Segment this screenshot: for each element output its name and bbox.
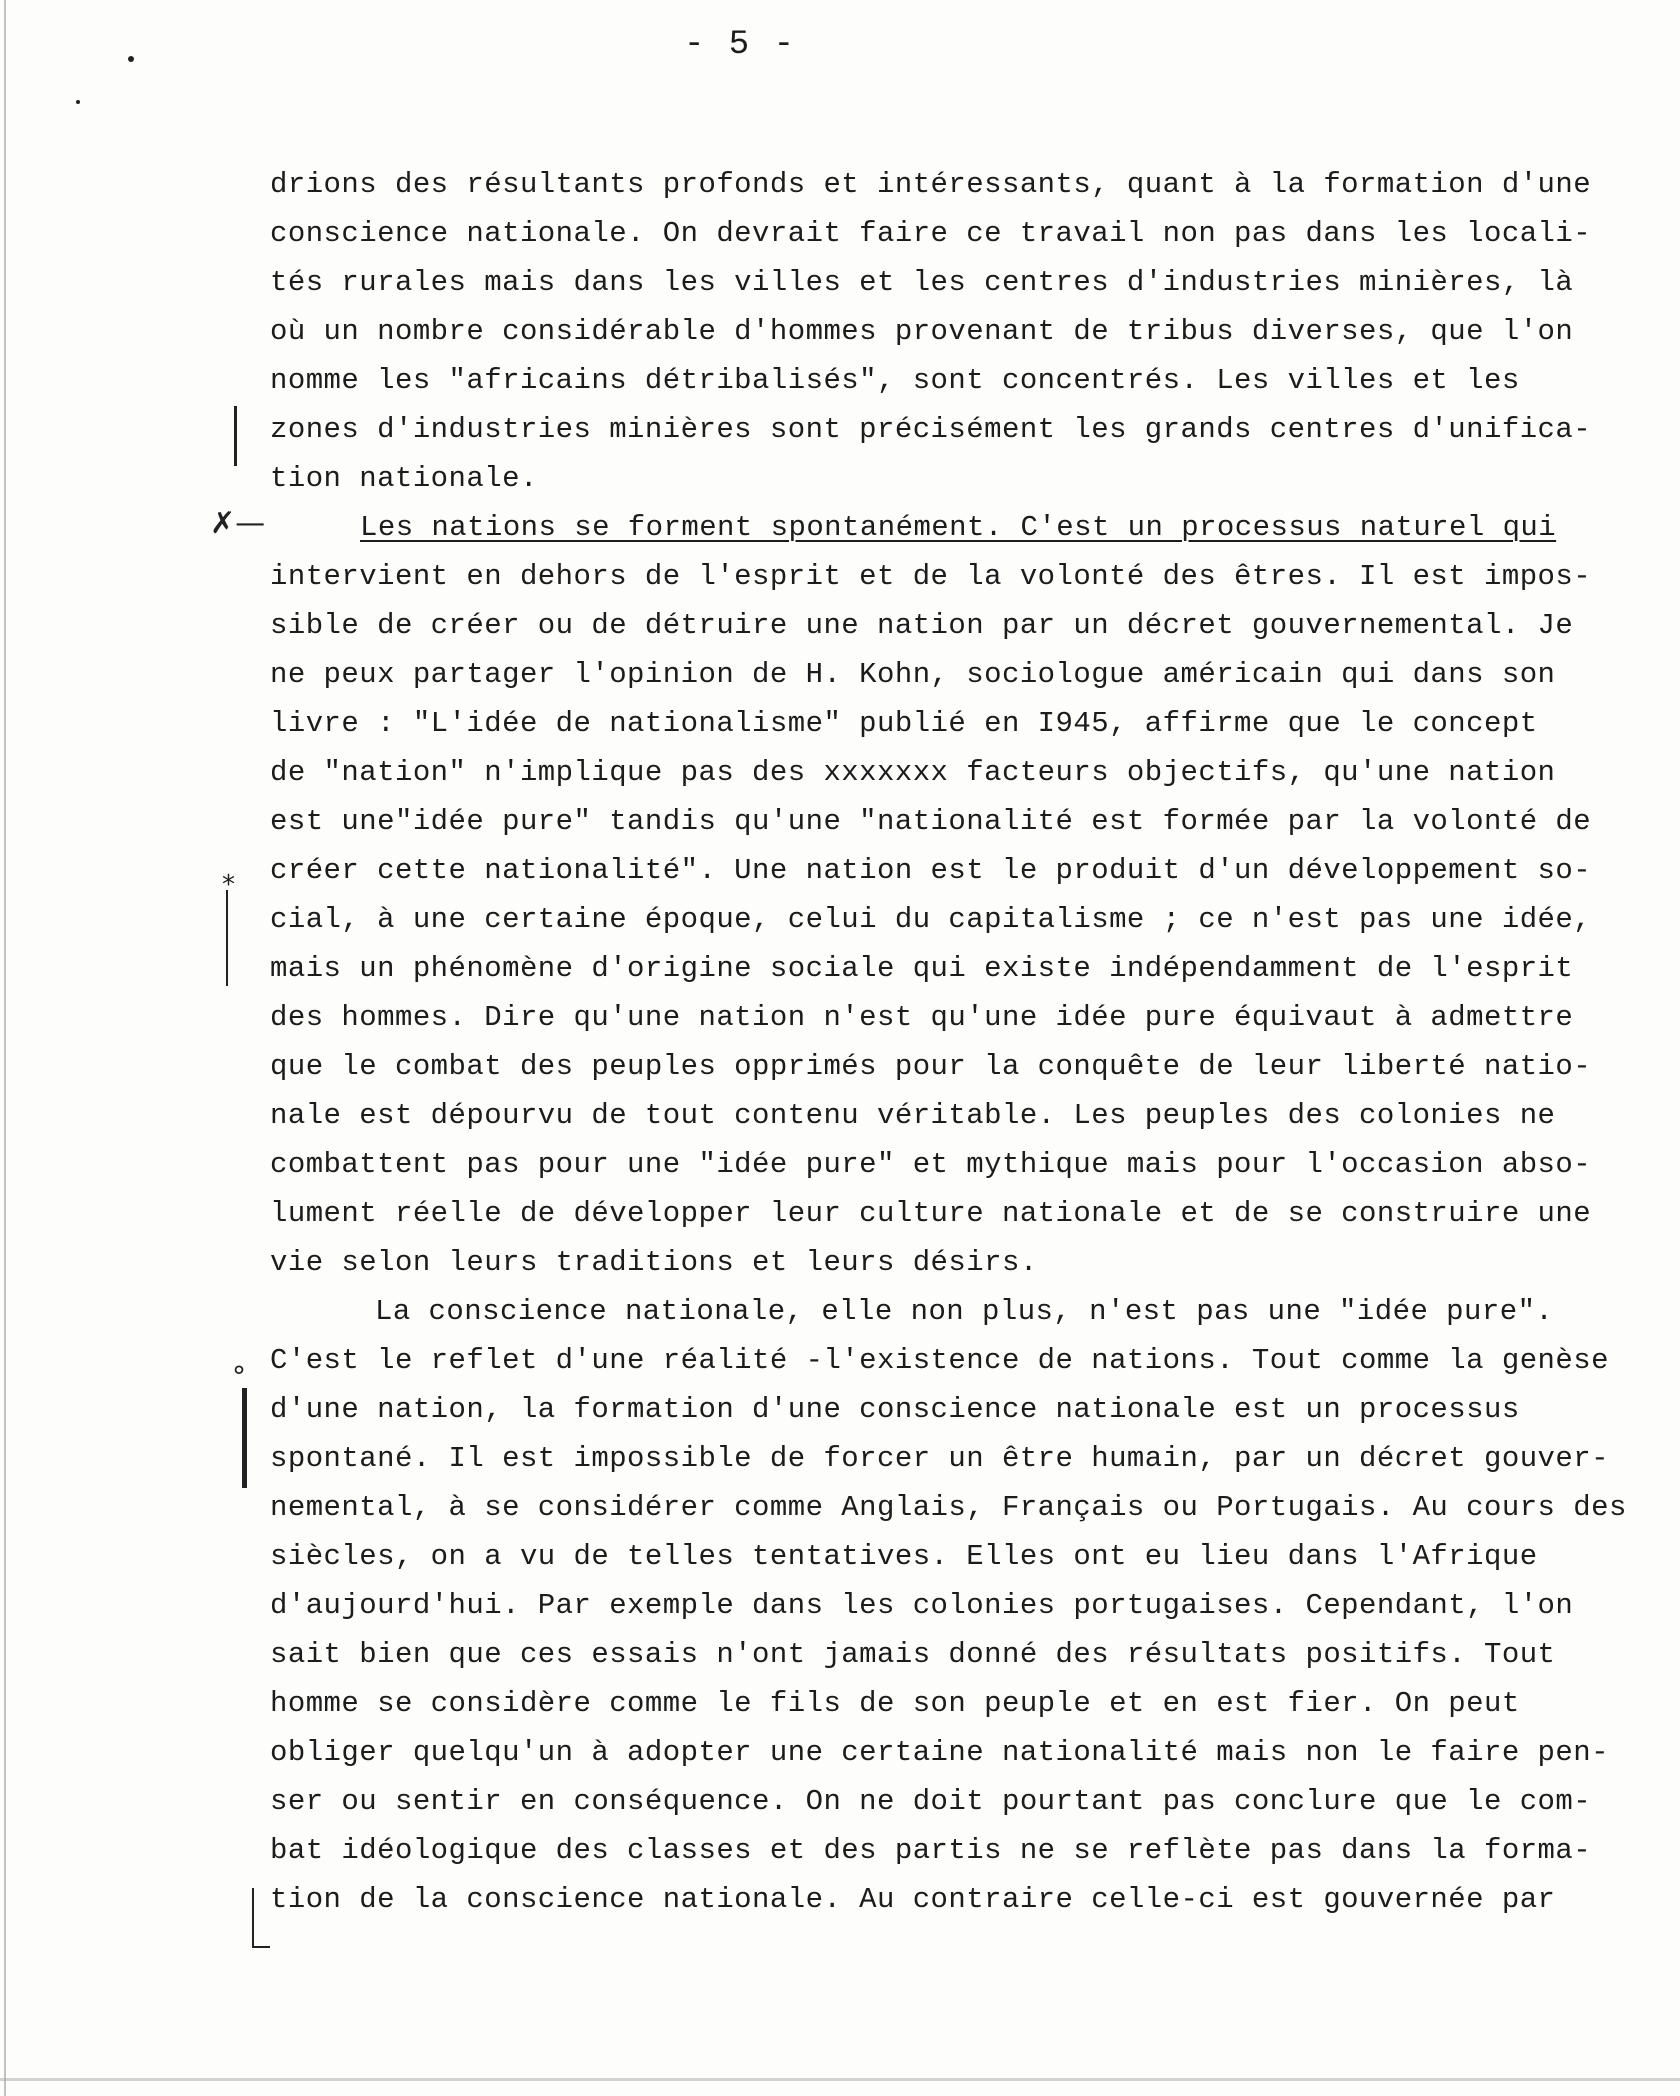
text-line: tés rurales mais dans les villes et les centres d'industries minières, là: [270, 266, 1574, 299]
text-line: sait bien que ces essais n'ont jamais donné des résultats positifs. Tout: [270, 1638, 1556, 1671]
text-line: drions des résultants profonds et intéressants, quant à la formation d'une: [270, 168, 1592, 201]
ink-dot: [76, 100, 80, 104]
text-line: lument réelle de développer leur culture nationale et de se construire une: [270, 1197, 1592, 1230]
text-line: nomme les "africains détribalisés", sont concentrés. Les villes et les: [270, 364, 1520, 397]
text-line: de "nation" n'implique pas des xxxxxxx facteurs objectifs, qu'une nation: [270, 756, 1556, 789]
text-line: est une"idée pure" tandis qu'une "nationalité est formée par la volonté de: [270, 805, 1592, 838]
text-line: spontané. Il est impossible de forcer un être humain, par un décret gouver-: [270, 1442, 1609, 1475]
text-line: d'une nation, la formation d'une conscience nationale est un processus: [270, 1393, 1520, 1426]
page-number: - 5 -: [683, 26, 797, 64]
text-line: combattent pas pour une "idée pure" et mythique mais pour l'occasion abso-: [270, 1148, 1592, 1181]
margin-star-mark: *: [222, 870, 235, 900]
margin-circle-mark: °: [232, 1360, 246, 1393]
text-line: d'aujourd'hui. Par exemple dans les colonies portugaises. Cependant, l'on: [270, 1589, 1574, 1622]
text-line: C'est le reflet d'une réalité -l'existence de nations. Tout comme la genèse: [270, 1344, 1609, 1377]
text-line: créer cette nationalité". Une nation est le produit d'un développement so-: [270, 854, 1592, 887]
text-line: tion de la conscience nationale. Au contraire celle-ci est gouvernée par: [270, 1883, 1556, 1916]
text-line: ne peux partager l'opinion de H. Kohn, sociologue américain qui dans son: [270, 658, 1556, 691]
text-line: zones d'industries minières sont précisément les grands centres d'unifica-: [270, 413, 1592, 446]
text-line: vie selon leurs traditions et leurs désirs.: [270, 1246, 1038, 1279]
text-line: tion nationale.: [270, 462, 538, 495]
text-line: des hommes. Dire qu'une nation n'est qu'une idée pure équivaut à admettre: [270, 1001, 1574, 1034]
margin-arrow-mark: ✗—: [210, 506, 266, 541]
margin-bracket-foot: [252, 1946, 270, 1948]
margin-bar-mark: [226, 890, 228, 986]
text-line: intervient en dehors de l'esprit et de la volonté des êtres. Il est impos-: [270, 560, 1592, 593]
text-line: conscience nationale. On devrait faire ce travail non pas dans les locali-: [270, 217, 1592, 250]
text-line: où un nombre considérable d'hommes provenant de tribus diverses, que l'on: [270, 315, 1574, 348]
text-line: cial, à une certaine époque, celui du capitalisme ; ce n'est pas une idée,: [270, 903, 1592, 936]
body-text: [270, 160, 1650, 1924]
text-line: La conscience nationale, elle non plus, n'est pas une "idée pure".: [375, 1295, 1554, 1328]
text-line: que le combat des peuples opprimés pour la conquête de leur liberté natio-: [270, 1050, 1592, 1083]
text-line: ser ou sentir en conséquence. On ne doit pourtant pas conclure que le com-: [270, 1785, 1592, 1818]
margin-bar-mark: [234, 406, 237, 466]
margin-bar-mark: [242, 1388, 247, 1488]
text-line: sible de créer ou de détruire une nation par un décret gouvernemental. Je: [270, 609, 1574, 642]
margin-bracket-mark: [252, 1888, 254, 1948]
text-line: livre : "L'idée de nationalisme" publié en I945, affirme que le concept: [270, 707, 1538, 740]
page-bottom-edge: [0, 2078, 1680, 2081]
text-line: nale est dépourvu de tout contenu véritable. Les peuples des colonies ne: [270, 1099, 1556, 1132]
text-line: siècles, on a vu de telles tentatives. Elles ont eu lieu dans l'Afrique: [270, 1540, 1538, 1573]
text-line: mais un phénomène d'origine sociale qui existe indépendamment de l'esprit: [270, 952, 1574, 985]
text-line-underlined: Les nations se forment spontanément. C'est un processus naturel qui: [360, 511, 1557, 544]
text-line: homme se considère comme le fils de son peuple et en est fier. On peut: [270, 1687, 1520, 1720]
text-line: nemental, à se considérer comme Anglais, Français ou Portugais. Au cours des: [270, 1491, 1627, 1524]
text-line: bat idéologique des classes et des partis ne se reflète pas dans la forma-: [270, 1834, 1592, 1867]
text-line: obliger quelqu'un à adopter une certaine nationalité mais non le faire pen-: [270, 1736, 1609, 1769]
page-left-edge: [4, 0, 6, 2096]
